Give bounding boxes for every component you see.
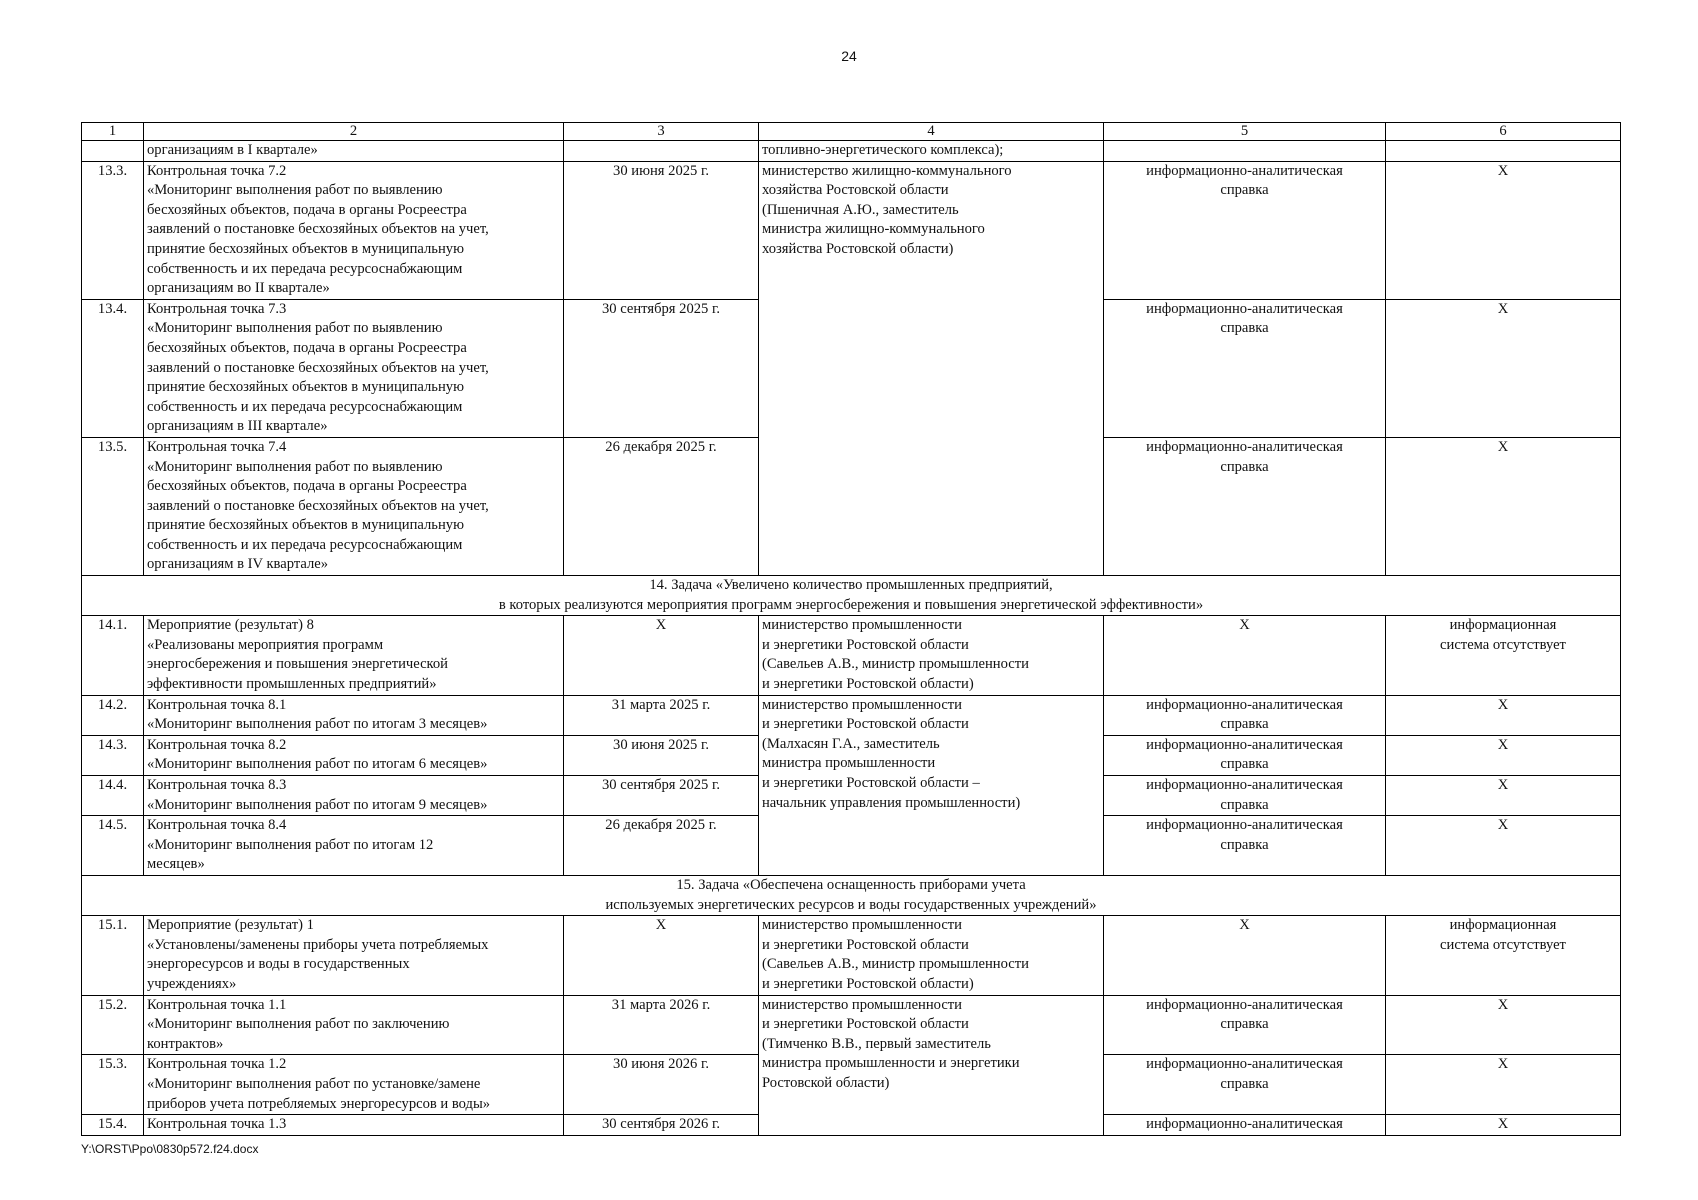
responsible-line: министерство жилищно-коммунального [762,162,1012,179]
row-description [144,735,564,775]
row-deadline: 30 июня 2025 г. [564,735,759,775]
row-description [144,916,564,995]
document-type-line: информационно-аналитическая [1146,817,1343,834]
task-title-line: 15. Задача «Обеспечена оснащенность приборами учета [676,876,1026,893]
responsible-line: министерство промышленности [762,696,962,713]
row-deadline: 31 марта 2026 г. [564,995,759,1055]
row-deadline: 30 сентября 2025 г. [564,299,759,437]
description-line: Контрольная точка 7.2 [147,162,287,179]
row-info-system [1386,437,1621,575]
description-line: организациям в III квартале» [147,418,328,435]
responsible-line: и энергетики Ростовской области) [762,975,974,992]
row-responsible [759,616,1104,695]
info-system-line: информационная [1449,617,1557,634]
responsible-line: и энергетики Ростовской области) [762,676,974,693]
responsible-line: (Малхасян Г.А., заместитель [762,735,940,752]
header-col-3: 3 [564,123,759,141]
row-number: 15.1. [82,916,144,995]
description-line: принятие бесхозяйных объектов в муниципальную [147,240,464,257]
description-line: месяцев» [147,856,205,873]
row-info-system [1386,695,1621,735]
document-type-line: справка [1220,836,1269,853]
header-col-6: 6 [1386,123,1621,141]
description-line: «Мониторинг выполнения работ по итогам 3 месяцев» [147,716,488,733]
description-line: «Установлены/заменены приборы учета потребляемых [147,936,489,953]
description-line: Контрольная точка 1.3 [147,1116,287,1133]
row-info-system [1386,816,1621,876]
description-line: Контрольная точка 8.3 [147,777,287,793]
task-title-line: в которых реализуются мероприятия программ энергосбережения и повышения энергетической эффективности» [498,596,1204,613]
row-document-type [1104,299,1386,437]
description-line: Контрольная точка 8.4 [147,817,287,834]
description-line: энергосбережения и повышения энергетической [147,656,448,673]
table-row [82,616,1621,695]
row-description [144,299,564,437]
description-line: контрактов» [147,1035,224,1052]
row-document-type [1104,437,1386,575]
table-row [82,695,1621,735]
description-line: собственность и их передача ресурсоснабжающим [147,398,463,415]
row-info-system [1386,1055,1621,1115]
row-info-system [1386,1115,1621,1136]
info-system-line: X [1497,1116,1509,1133]
info-system-line: X [1497,162,1509,179]
document-type-line: справка [1220,320,1269,337]
row-responsible [759,695,1104,875]
document-type-line: справка [1220,182,1269,199]
row-document-type [1104,735,1386,775]
row-description [144,141,564,162]
row-deadline: 30 июня 2025 г. [564,161,759,299]
row-description [144,161,564,299]
responsible-line: начальник управления промышленности) [762,794,1021,811]
responsible-line: (Тимченко В.В., первый заместитель [762,1035,991,1052]
row-description [144,1055,564,1115]
description-line: «Мониторинг выполнения работ по выявлению [147,320,443,337]
row-number: 13.4. [82,299,144,437]
responsible-line: министерство промышленности [762,917,962,934]
description-line: Мероприятие (результат) 8 [147,617,314,634]
description-line: собственность и их передача ресурсоснабжающим [147,260,463,277]
task-title [82,576,1621,616]
description-line: приборов учета потребляемых энергоресурсов и воды» [147,1095,491,1112]
row-description [144,1115,564,1136]
row-description [144,995,564,1055]
description-line: Контрольная точка 7.3 [147,300,287,317]
document-type-line: справка [1220,716,1269,733]
table-row [82,141,1621,162]
header-col-5: 5 [1104,123,1386,141]
description-line: эффективности промышленных предприятий» [147,676,437,693]
row-deadline: X [564,616,759,695]
row-document-type [1104,695,1386,735]
task-title [82,875,1621,915]
row-deadline: X [564,916,759,995]
description-line: бесхозяйных объектов, подача в органы Росреестра [147,478,467,495]
row-deadline: 26 декабря 2025 г. [564,437,759,575]
info-system-line: X [1497,817,1509,834]
header-col-2: 2 [144,123,564,141]
info-system-line: X [1497,438,1509,455]
document-type-line: справка [1220,756,1269,773]
description-line: Мероприятие (результат) 1 [147,917,314,934]
responsible-line: хозяйства Ростовской области) [762,240,954,257]
row-info-system [1386,995,1621,1055]
document-type-line: справка [1220,796,1269,813]
row-document-type [1104,1055,1386,1115]
header-row [82,123,1621,141]
document-type-line: справка [1220,1016,1269,1033]
info-system-line: информационная [1449,917,1557,934]
row-deadline: 30 сентября 2026 г. [564,1115,759,1136]
row-number: 14.4. [82,776,144,816]
description-line: заявлений о постановке бесхозяйных объектов на учет, [147,359,489,376]
task-row [82,576,1621,616]
description-line: собственность и их передача ресурсоснабжающим [147,536,463,553]
description-line: Контрольная точка 8.2 [147,736,287,753]
header-col-4: 4 [759,123,1104,141]
row-number: 13.3. [82,161,144,299]
description-line: «Мониторинг выполнения работ по выявлению [147,458,443,475]
row-info-system [1386,299,1621,437]
description-line: «Мониторинг выполнения работ по итогам 12 [147,836,434,853]
description-line: бесхозяйных объектов, подача в органы Росреестра [147,201,467,218]
document-type-line: информационно-аналитическая [1146,777,1343,793]
responsible-line: и энергетики Ростовской области [762,1016,969,1033]
row-number: 15.4. [82,1115,144,1136]
row-deadline: 30 июня 2026 г. [564,1055,759,1115]
row-description [144,616,564,695]
description-line: Контрольная точка 8.1 [147,696,287,713]
responsible-line: и энергетики Ростовской области [762,936,969,953]
row-document-type [1104,616,1386,695]
info-system-line: система отсутствует [1440,936,1566,953]
responsible-line: (Савельев А.В., министр промышленности [762,656,1029,673]
row-responsible [759,141,1104,162]
row-info-system [1386,161,1621,299]
description-line: Контрольная точка 1.2 [147,1056,287,1073]
description-line: «Мониторинг выполнения работ по итогам 9 месяцев» [147,796,488,813]
responsible-line: хозяйства Ростовской области [762,182,949,199]
document-type-line: информационно-аналитическая [1146,736,1343,753]
row-document-type [1104,816,1386,876]
info-system-line: X [1497,1056,1509,1073]
task-row [82,875,1621,915]
description-line: организациям во II квартале» [147,280,330,297]
description-line: заявлений о постановке бесхозяйных объектов на учет, [147,497,489,514]
description-line: организациям в I квартале» [147,142,318,158]
info-system-line: X [1497,300,1509,317]
task-title-line: 14. Задача «Увеличено количество промышленных предприятий, [649,577,1053,594]
row-responsible [759,161,1104,575]
responsible-line: министра жилищно-коммунального [762,221,985,238]
row-number: 14.3. [82,735,144,775]
document-type-line: X [1239,617,1250,634]
row-description [144,776,564,816]
row-number: 14.2. [82,695,144,735]
row-deadline: 31 марта 2025 г. [564,695,759,735]
row-deadline: 26 декабря 2025 г. [564,816,759,876]
document-type-line: информационно-аналитическая [1146,162,1343,179]
description-line: «Мониторинг выполнения работ по выявлению [147,182,443,199]
header-col-1: 1 [82,123,144,141]
row-document-type [1104,141,1386,162]
row-document-type [1104,776,1386,816]
table-row [82,995,1621,1055]
row-description [144,437,564,575]
task-title-line: используемых энергетических ресурсов и воды государственных учреждений» [605,896,1097,913]
document-type-line: информационно-аналитическая [1146,438,1343,455]
description-line: бесхозяйных объектов, подача в органы Росреестра [147,339,467,356]
document-type-line: информационно-аналитическая [1146,1116,1343,1133]
row-info-system [1386,916,1621,995]
responsible-line: министра промышленности и энергетики [762,1055,1020,1072]
table-row [82,916,1621,995]
responsible-line: министерство промышленности [762,996,962,1013]
document-type-line: информационно-аналитическая [1146,696,1343,713]
document-type-line: справка [1220,1075,1269,1092]
description-line: Контрольная точка 1.1 [147,996,287,1013]
table-body [82,123,1621,1136]
responsible-line: топливно-энергетического комплекса); [762,142,1004,158]
description-line: энергоресурсов и воды в государственных [147,956,410,973]
page-number: 24 [841,48,857,64]
row-number [82,141,144,162]
responsible-line: и энергетики Ростовской области [762,716,969,733]
responsible-line: министра промышленности [762,755,936,772]
row-number: 15.3. [82,1055,144,1115]
description-line: учреждениях» [147,975,237,992]
responsible-line: министерство промышленности [762,617,962,634]
responsible-line: (Пшеничная А.Ю., заместитель [762,201,959,218]
document-type-line: информационно-аналитическая [1146,1056,1343,1073]
row-responsible [759,916,1104,995]
row-document-type [1104,161,1386,299]
description-line: организациям в IV квартале» [147,556,329,573]
description-line: заявлений о постановке бесхозяйных объектов на учет, [147,221,489,238]
responsible-line: Ростовской области) [762,1074,890,1091]
info-system-line: X [1497,696,1509,713]
document-type-line: информационно-аналитическая [1146,996,1343,1013]
footer-file-path: Y:\ORST\Ppo\0830p572.f24.docx [81,1142,259,1156]
plan-table [81,122,1621,1136]
row-document-type [1104,916,1386,995]
info-system-line: система отсутствует [1440,636,1566,653]
table-row [82,161,1621,299]
responsible-line: (Савельев А.В., министр промышленности [762,956,1029,973]
document-type-line: X [1239,917,1250,934]
row-number: 13.5. [82,437,144,575]
document-type-line: справка [1220,458,1269,475]
description-line: «Мониторинг выполнения работ по заключению [147,1016,450,1033]
description-line: «Мониторинг выполнения работ по установке/замене [147,1075,481,1092]
row-document-type [1104,995,1386,1055]
info-system-line: X [1497,777,1509,793]
description-line: Контрольная точка 7.4 [147,438,287,455]
row-info-system [1386,776,1621,816]
responsible-line: и энергетики Ростовской области [762,636,969,653]
row-description [144,816,564,876]
row-info-system [1386,141,1621,162]
row-number: 14.1. [82,616,144,695]
row-description [144,695,564,735]
info-system-line: X [1497,996,1509,1013]
row-responsible [759,995,1104,1135]
row-document-type [1104,1115,1386,1136]
description-line: «Реализованы мероприятия программ [147,636,384,653]
description-line: принятие бесхозяйных объектов в муниципальную [147,379,464,396]
row-info-system [1386,735,1621,775]
description-line: принятие бесхозяйных объектов в муниципальную [147,517,464,534]
responsible-line: и энергетики Ростовской области – [762,775,980,791]
row-info-system [1386,616,1621,695]
row-number: 14.5. [82,816,144,876]
description-line: «Мониторинг выполнения работ по итогам 6 месяцев» [147,756,488,773]
row-deadline [564,141,759,162]
info-system-line: X [1497,736,1509,753]
document-type-line: информационно-аналитическая [1146,300,1343,317]
row-deadline: 30 сентября 2025 г. [564,776,759,816]
row-number: 15.2. [82,995,144,1055]
